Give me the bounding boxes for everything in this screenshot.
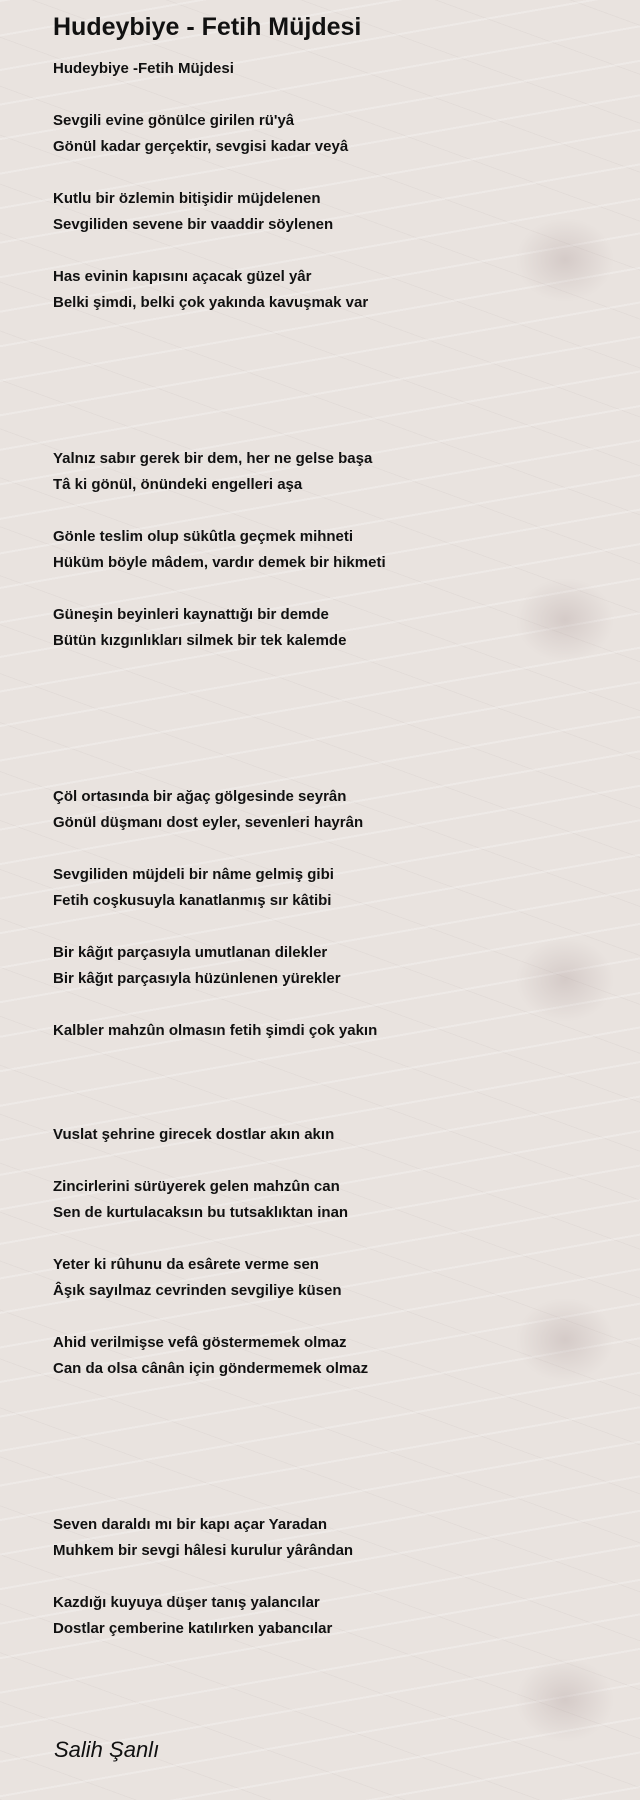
poem-line: Muhkem bir sevgi hâlesi kurulur yârândan (53, 1542, 354, 1559)
stanza-break (53, 1434, 613, 1460)
poem-subtitle: Hudeybiye -Fetih Müjdesi (53, 60, 234, 77)
stanza-break (53, 1226, 613, 1252)
poem-body (53, 82, 613, 1642)
poem-line: Gönül kadar gerçektir, sevgisi kadar veyâ (53, 138, 349, 155)
poem-line: Âşık sayılmaz cevrinden sevgiliye küsen (53, 1282, 342, 1299)
stanza-break (53, 706, 613, 732)
stanza-break (53, 342, 613, 368)
stanza-break (53, 1564, 613, 1590)
author-signature: Salih Şanlı (54, 1737, 160, 1762)
stanza-break (53, 160, 613, 186)
stanza-break (53, 758, 613, 784)
stanza-break (53, 654, 613, 680)
poem-line: Yalnız sabır gerek bir dem, her ne gelse başa (53, 450, 373, 467)
stanza-break (53, 498, 613, 524)
stanza-break (53, 576, 613, 602)
stanza-break (53, 732, 613, 758)
poem-line: Can da olsa cânân için göndermemek olmaz (53, 1360, 369, 1377)
poem-line: Güneşin beyinleri kaynattığı bir demde (53, 606, 329, 623)
poem-title: Hudeybiye - Fetih Müjdesi (53, 13, 362, 41)
poem-line: Seven daraldı mı bir kapı açar Yaradan (53, 1516, 328, 1533)
poem-line: Tâ ki gönül, önündeki engelleri aşa (53, 476, 303, 493)
stanza-break (53, 680, 613, 706)
poem-line: Kalbler mahzûn olmasın fetih şimdi çok yakın (53, 1022, 378, 1039)
stanza-break (53, 1044, 613, 1070)
stanza-break (53, 992, 613, 1018)
poem-line: Çöl ortasında bir ağaç gölgesinde seyrân (53, 788, 347, 805)
poem-line: Bütün kızgınlıkları silmek bir tek kalemde (53, 632, 347, 649)
poem-line: Fetih coşkusuyla kanatlanmış sır kâtibi (53, 892, 332, 909)
poem-line: Sen de kurtulacaksın bu tutsaklıktan inan (53, 1204, 349, 1221)
stanza-break (53, 1070, 613, 1096)
poem-line: Kazdığı kuyuya düşer tanış yalancılar (53, 1594, 320, 1611)
stanza-break (53, 368, 613, 394)
poem-line: Gönül düşmanı dost eyler, sevenleri hayrân (53, 814, 364, 831)
poem-line: Yeter ki rûhunu da esârete verme sen (53, 1256, 319, 1273)
stanza-break (53, 82, 613, 108)
stanza-break (53, 1148, 613, 1174)
poem-line: Hüküm böyle mâdem, vardır demek bir hikmeti (53, 554, 386, 571)
poem-line: Zincirlerini sürüyerek gelen mahzûn can (53, 1178, 340, 1195)
poem-line: Bir kâğıt parçasıyla hüzünlenen yürekler (53, 970, 341, 987)
stanza-break (53, 914, 613, 940)
poem-container (53, 12, 613, 1642)
poem-line: Sevgiliden sevene bir vaaddir söylenen (53, 216, 334, 233)
stanza-break (53, 1486, 613, 1512)
stanza-break (53, 1304, 613, 1330)
stanza-break (53, 1460, 613, 1486)
poem-line: Sevgiliden müjdeli bir nâme gelmiş gibi (53, 866, 334, 883)
poem-line: Dostlar çemberine katılırken yabancılar (53, 1620, 333, 1637)
poem-line: Ahid verilmişse vefâ göstermemek olmaz (53, 1334, 347, 1351)
poem-line: Bir kâğıt parçasıyla umutlanan dilekler (53, 944, 328, 961)
poem-line: Kutlu bir özlemin bitişidir müjdelenen (53, 190, 321, 207)
poem-line: Has evinin kapısını açacak güzel yâr (53, 268, 312, 285)
stanza-break (53, 316, 613, 342)
stanza-break (53, 394, 613, 420)
stanza-break (53, 238, 613, 264)
poem-line: Vuslat şehrine girecek dostlar akın akın (53, 1126, 335, 1143)
poem-line: Belki şimdi, belki çok yakında kavuşmak var (53, 294, 369, 311)
stanza-break (53, 1408, 613, 1434)
poem-line: Sevgili evine gönülce girilen rü'yâ (53, 112, 295, 129)
stanza-break (53, 836, 613, 862)
stanza-break (53, 1382, 613, 1408)
stanza-break (53, 420, 613, 446)
poem-line: Gönle teslim olup sükûtla geçmek mihneti (53, 528, 354, 545)
stanza-break (53, 1096, 613, 1122)
